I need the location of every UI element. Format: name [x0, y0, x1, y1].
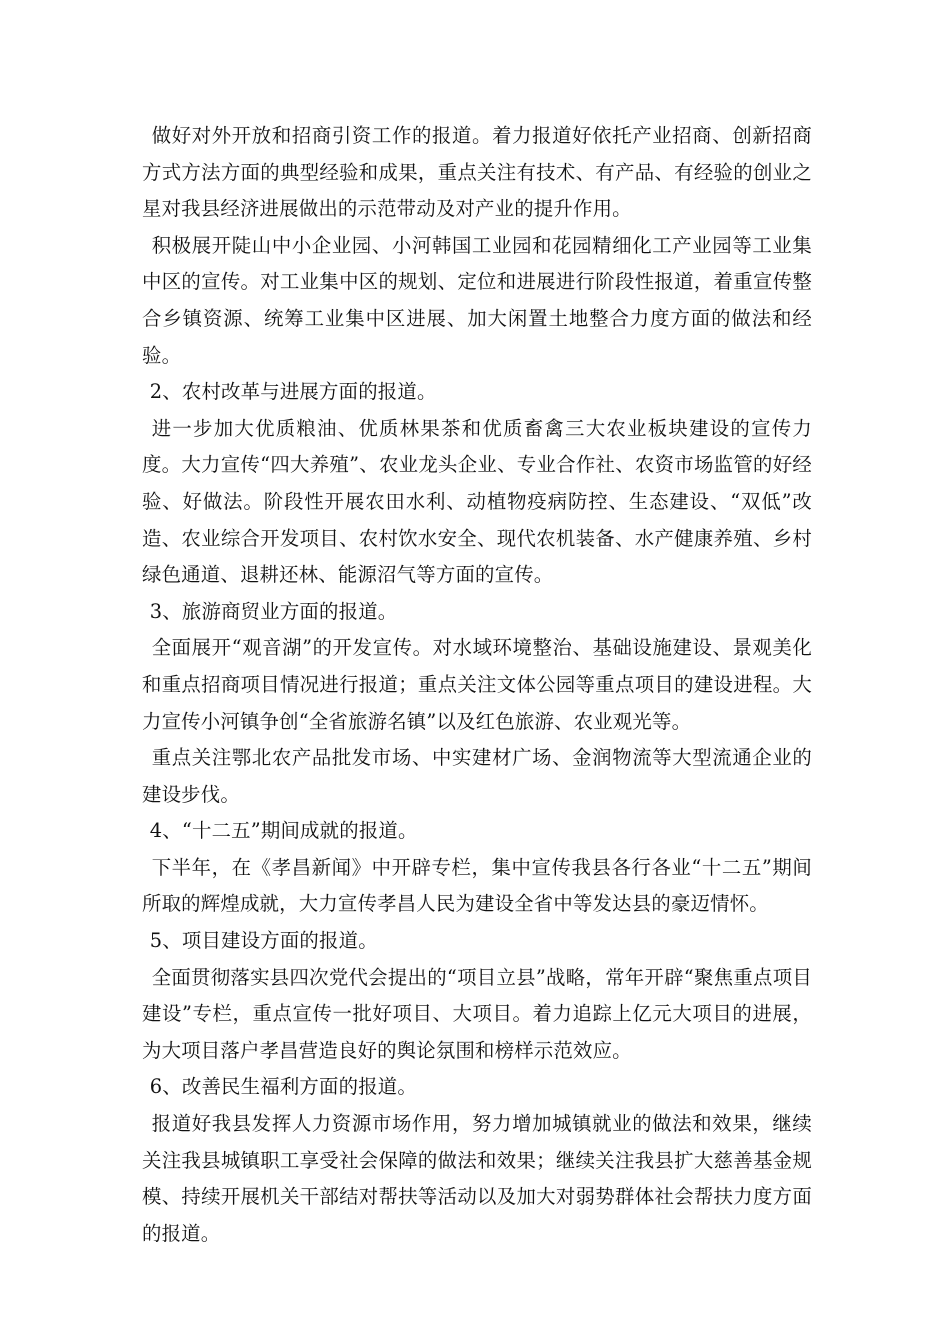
section-heading-projects: 5、项目建设方面的报道。 — [149, 929, 378, 953]
paragraph-markets: 重点关注鄂北农产品批发市场、中实建材广场、金润物流等大型流通企业的建设步伐。 — [142, 746, 812, 806]
paragraph-welfare: 报道好我县发挥人力资源市场作用，努力增加城镇就业的做法和效果，继续关注我县城镇职工享受社会保障的做法和效果；继续关注我县扩大慈善基金规模、持续开展机关干部结对帮扶等活动以及加大对弱势群体社会帮扶力度方面的报道。 — [142, 1112, 812, 1245]
section-heading-welfare: 6、改善民生福利方面的报道。 — [149, 1075, 417, 1099]
paragraph-projects: 全面贯彻落实县四次党代会提出的“项目立县”战略，常年开辟“聚焦重点项目建设”专栏，重点宣传一批好项目、大项目。着力追踪上亿元大项目的进展，为大项目落户孝昌营造良好的舆论氛围和榜样示范效应。 — [142, 965, 812, 1062]
paragraph-achievements: 下半年，在《孝昌新闻》中开辟专栏，集中宣传我县各行各业“十二五”期间所取的辉煌成就，大力宣传孝昌人民为建设全省中等发达县的豪迈情怀。 — [142, 855, 812, 916]
section-heading-rural: 2、农村改革与进展方面的报道。 — [149, 380, 437, 404]
paragraph-rural: 进一步加大优质粮油、优质林果茶和优质畜禽三大农业板块建设的宣传力度。大力宣传“四大养殖”、农业龙头企业、专业合作社、农资市场监管的好经验、好做法。阶段性开展农田水利、动植物疫病防控、生态建设、“双低”改造、农业综合开发项目、农村饮水安全、现代农机装备、水产健康养殖、乡村绿色通道、退耕还林、能源沼气等方面的宣传。 — [142, 416, 812, 587]
paragraph-investment: 做好对外开放和招商引资工作的报道。着力报道好依托产业招商、创新招商方式方法方面的典型经验和成果，重点关注有技术、有产品、有经验的创业之星对我县经济进展做出的示范带动及对产业的提升作用。 — [142, 124, 812, 221]
document-body — [142, 118, 812, 1252]
section-heading-achievements: 4、“十二五”期间成就的报道。 — [149, 819, 418, 843]
section-heading-tourism: 3、旅游商贸业方面的报道。 — [149, 599, 398, 623]
paragraph-tourism: 全面展开“观音湖”的开发宣传。对水域环境整治、基础设施建设、景观美化和重点招商项目情况进行报道；重点关注文体公园等重点项目的建设进程。大力宣传小河镇争创“全省旅游名镇”以及红色旅游、农业观光等。 — [142, 636, 812, 733]
paragraph-industrial-zones: 积极展开陡山中小企业园、小河韩国工业园和花园精细化工产业园等工业集中区的宣传。对工业集中区的规划、定位和进展进行阶段性报道，着重宣传整合乡镇资源、统筹工业集中区进展、加大闲置土地整合力度方面的做法和经验。 — [142, 233, 812, 367]
